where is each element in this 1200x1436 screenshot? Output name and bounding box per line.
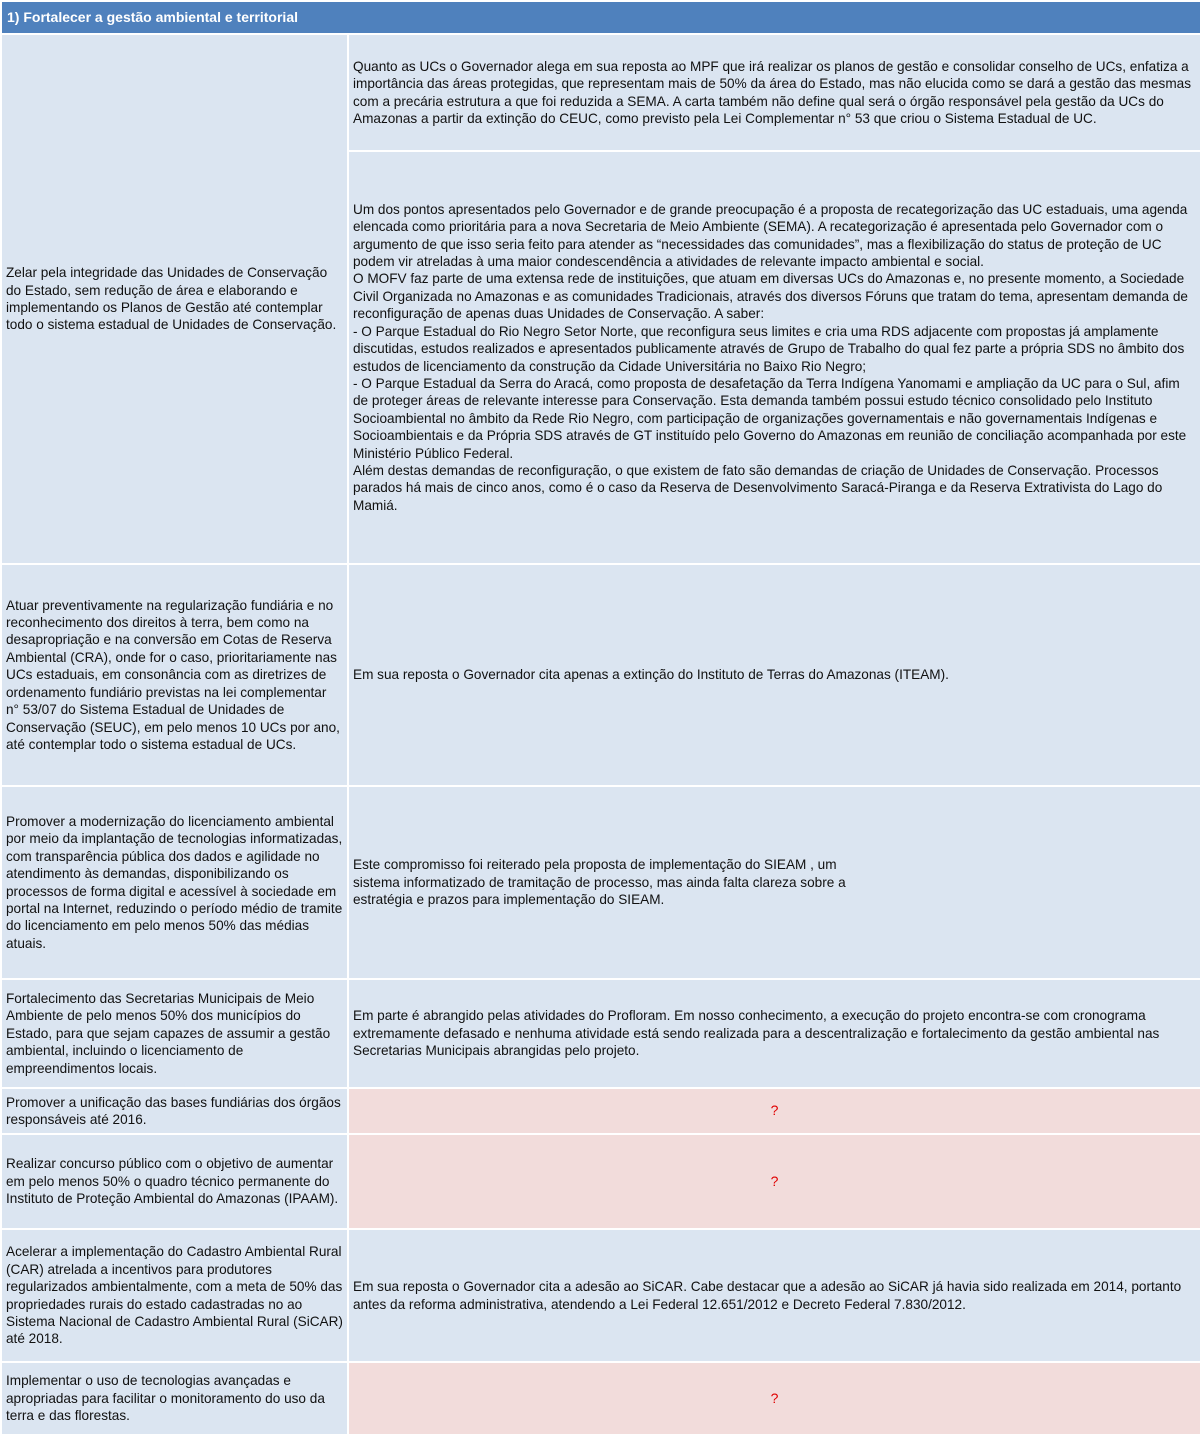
response-cell-unknown — [348, 1088, 1200, 1134]
unknown-mark: ? — [770, 1102, 779, 1119]
commitment-cell — [1, 34, 348, 564]
response-cell — [348, 979, 1200, 1088]
response-text: Um dos pontos apresentados pelo Governador e de grande preocupação é a proposta de recategorização das UC estaduais, uma agenda elencada como prioritária para a nova Secretaria de Meio Ambiente (SEMA). A recategorização é apresentada pelo Governador com o argumento de que isso seria feito para atender as “necessidades das comunidades”, mas a flexibilização do status de proteção de UC podem vir atreladas à uma maior condescendência a atividades de relevante impacto ambiental e social. O MOFV faz parte de uma extensa rede de instituições, que atuam em diversas UCs do Amazonas e, no presente momento, a Sociedade Civil Organizada no Amazonas e as comunidades Tradicionais, através dos diversos Fóruns que tratam do tema, apresentam demanda de reconfiguração de apenas duas Unidades de Conservação. A saber: - O Parque Estadual do Rio Negro Setor Norte, que reconfigura seus limites e cria uma RDS adjacente com propostas já amplamente discutidas, estudos realizados e apresentados publicamente através de Grupo de Trabalho do qual fez parte a própria SDS no âmbito dos estudos de licenciamento da construção da Cidade Universitária no Baixo Rio Negro; - O Parque Estadual da Serra do Aracá, como proposta de desafetação da Terra Indígena Yanomami e ampliação da UC para o Sul, afim de proteger áreas de relevante interesse para Conservação. Esta demanda também possui estudo técnico consolidado pelo Instituto Socioambiental no âmbito da Rede Rio Negro, com participação de organizações governamentais e não governamentais Indígenas e Socioambientais e da Própria SDS através de GT instituído pelo Governo do Amazonas em reunião de conciliação acompanhada por este Ministério Público Federal. Além destas demandas de reconfiguração, o que existem de fato são demandas de criação de Unidades de Conservação. Processos parados há mais de cinco anos, como é o caso da Reserva de Desenvolvimento Saracá-Piranga e da Reserva Extrativista do Lago do Mamiá. — [353, 201, 1188, 513]
commitment-text: Realizar concurso público com o objetivo de aumentar em pelo menos 50% o quadro técnico permanente do Instituto de Proteção Ambiental do Amazonas (IPAAM). — [6, 1156, 339, 1207]
commitment-text: Acelerar a implementação do Cadastro Ambiental Rural (CAR) atrelada a incentivos para produtores regularizados ambientalmente, com a meta de 50% das propriedades rurais do estado cadastradas no ao Sistema Nacional de Cadastro Ambiental Rural (SiCAR) até 2018. — [6, 1244, 343, 1347]
table-row — [1, 564, 1200, 786]
response-cell — [348, 786, 1200, 979]
table-row — [1, 1088, 1200, 1134]
table-row — [1, 34, 1200, 151]
response-cell-unknown — [348, 1134, 1200, 1229]
commitment-text: Zelar pela integridade das Unidades de Conservação do Estado, sem redução de área e elaborando e implementando os Planos de Gestão até contemplar todo o sistema estadual de Unidades de Conservação. — [6, 265, 337, 333]
commitment-cell — [1, 979, 348, 1088]
table-row — [1, 786, 1200, 979]
response-cell — [348, 34, 1200, 151]
table-row — [1, 979, 1200, 1088]
response-text: Em sua reposta o Governador cita a adesão ao SiCAR. Cabe destacar que a adesão ao SiCAR já havia sido realizada em 2014, portanto antes da reforma administrativa, atendendo a Lei Federal 12.651/2012 e Decreto Federal 7.830/2012. — [353, 1279, 1182, 1312]
table-row — [1, 1362, 1200, 1435]
unknown-mark: ? — [770, 1172, 779, 1189]
commitment-cell — [1, 564, 348, 786]
commitment-cell — [1, 1229, 348, 1362]
response-cell — [348, 1229, 1200, 1362]
response-cell — [348, 564, 1200, 786]
commitment-cell — [1, 1134, 348, 1229]
commitment-text: Atuar preventivamente na regularização fundiária e no reconhecimento dos direitos à terra, bem como na desapropriação e na conversão em Cotas de Reserva Ambiental (CRA), onde for o caso, prioritariamente nas UCs estaduais, em consonância com as diretrizes de ordenamento fundiário previstas na lei complementar n° 53/07 do Sistema Estadual de Unidades de Conservação (SEUC), em pelo menos 10 UCs por ano, até contemplar todo o sistema estadual de UCs. — [6, 597, 340, 752]
commitment-cell — [1, 1362, 348, 1435]
response-cell-unknown — [348, 1362, 1200, 1435]
response-text: Em sua reposta o Governador cita apenas a extinção do Instituto de Terras do Amazonas (ITEAM). — [353, 667, 949, 683]
commitment-cell — [1, 786, 348, 979]
table-row — [1, 1229, 1200, 1362]
response-cell — [348, 151, 1200, 564]
commitment-text: Promover a unificação das bases fundiárias dos órgãos responsáveis até 2016. — [6, 1094, 341, 1127]
table-row — [1, 1134, 1200, 1229]
commitment-text: Fortalecimento das Secretarias Municipais de Meio Ambiente de pelo menos 50% dos municípios do Estado, para que sejam capazes de assumir a gestão ambiental, incluindo o licenciamento de empreendimentos locais. — [6, 990, 331, 1076]
section-title: 1) Fortalecer a gestão ambiental e territorial — [1, 1, 1200, 34]
response-text: Em parte é abrangido pelas atividades do Profloram. Em nosso conhecimento, a execução do projeto encontra-se com cronograma extremamente defasado e nenhuma atividade está sendo realizada para a descentralização e fortalecimento da gestão ambiental nas Secretarias Municipais abrangidas pelo projeto. — [353, 1008, 1160, 1059]
unknown-mark: ? — [770, 1389, 779, 1406]
commitment-text: Implementar o uso de tecnologias avançadas e apropriadas para facilitar o monitoramento do uso da terra e das florestas. — [6, 1373, 325, 1424]
response-text: Quanto as UCs o Governador alega em sua reposta ao MPF que irá realizar os planos de gestão e consolidar conselho de UCs, enfatiza a importância das áreas protegidas, que representam mais de 50% da área do Estado, mas não elucida como se dará a gestão das mesmas com a precária estrutura a que foi reduzida a SEMA. A carta também não define qual será o órgão responsável pela gestão da UCs do Amazonas a partir da extinção do CEUC, como previsto pela Lei Complementar n° 53 que criou o Sistema Estadual de UC. — [353, 58, 1192, 126]
response-text: Este compromisso foi reiterado pela proposta de implementação do SIEAM , um sistema informatizado de tramitação de processo, mas ainda falta clareza sobre a estratégia e prazos para implementação do SIEAM. — [353, 857, 846, 908]
table-header-row — [1, 1, 1200, 34]
commitment-cell — [1, 1088, 348, 1134]
commitment-text: Promover a modernização do licenciamento ambiental por meio da implantação de tecnologias informatizadas, com transparência pública dos dados e agilidade no atendimento às demandas, disponibilizando os processos de forma digital e acessível à sociedade em portal na Internet, reduzindo o período médio de tramite do licenciamento em pelo menos 50% das médias atuais. — [6, 813, 343, 951]
